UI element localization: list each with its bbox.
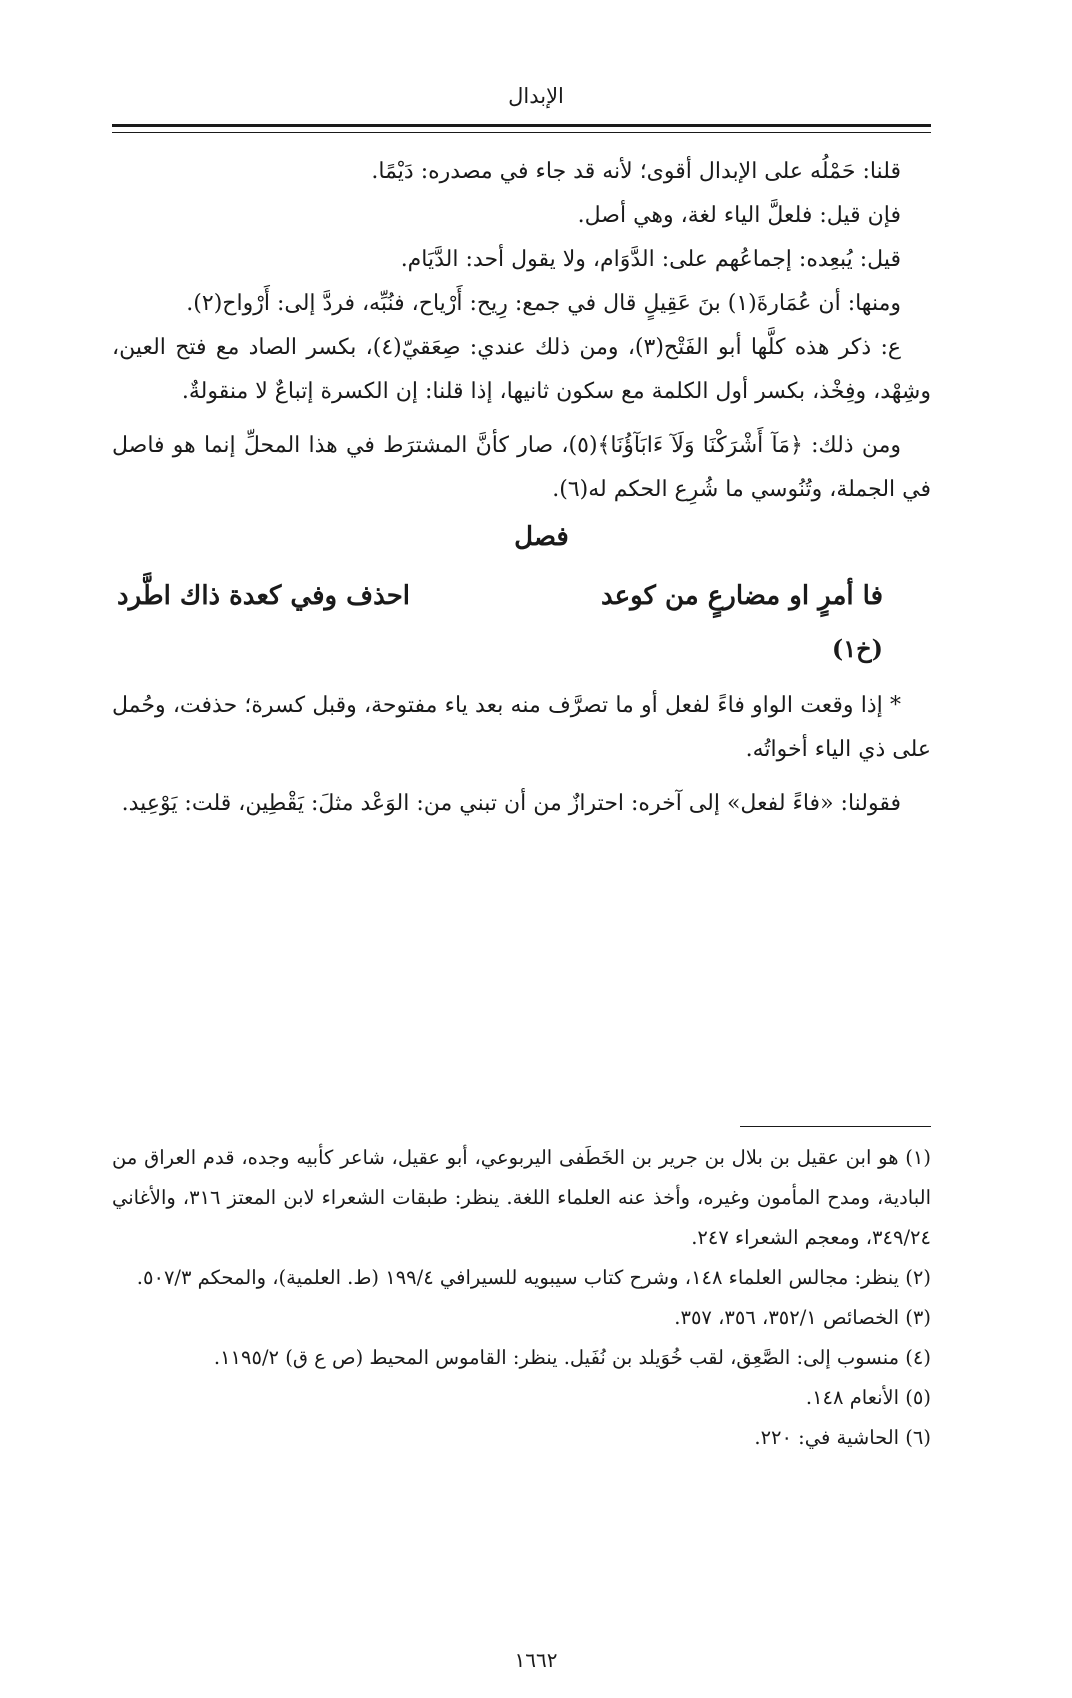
paragraph: ومنها: أن عُمَارةَ(١) بنَ عَقِيلٍ قال في جمع: رِيح: أَرْياح، فنُبِّه، فردَّ إلى: أَرْواح(٢). xyxy=(186,291,901,316)
footnote: (٦) الحاشية في: ٢٢٠. xyxy=(754,1426,931,1449)
footnote: (٥) الأنعام ١٤٨. xyxy=(805,1386,931,1409)
paragraph: ومن ذلك: ﴿مَآ أَشْرَكْنَا وَلَآ ءَابَآؤُنَا﴾(٥)، صار كأنَّ المشترَط في هذا المحلِّ إنما هو فاصل في الجملة، وتُنُوسي ما شُرِع الحكم له(٦). xyxy=(112,433,931,502)
footnote: (٢) ينظر: مجالس العلماء ١٤٨، وشرح كتاب سيبويه للسيرافي ١٩٩/٤ (ط. العلمية)، والمحكم ٥٠٧/٣. xyxy=(136,1266,931,1289)
footnote: (٣) الخصائص ٣٥٢/١، ٣٥٦، ٣٥٧. xyxy=(674,1306,931,1329)
footnotes xyxy=(112,1138,931,1458)
verse-line xyxy=(112,568,931,624)
paragraph: ع: ذكر هذه كلَّها أبو الفَتْح(٣)، ومن ذلك عندي: صِعَقيّ(٤)، بكسر الصاد مع فتح العين، وشِهْد، وفِخْذ، بكسر أول الكلمة مع سكون ثانيها، إذا قلنا: إن الكسرة إتباعٌ لا منقولةٌ. xyxy=(112,335,931,404)
running-header: الإبدال xyxy=(508,84,564,108)
verse-tag: (خ١) xyxy=(831,634,883,663)
verse-second-hemistich: احذف وفي كعدة ذاك اطَّرد xyxy=(117,581,411,611)
section-title: فصل xyxy=(514,522,569,552)
paragraph: فقولنا: «فاءً لفعل» إلى آخره: احترازٌ من أن تبني من: الوَعْد مثلَ: يَقْطِين، قلت: يَوْعِيد. xyxy=(121,791,901,816)
header-rule-thin xyxy=(112,132,931,133)
footnote: (١) هو ابن عقيل بن بلال بن جرير بن الخَطَفى اليربوعي، أبو عقيل، شاعر كأبيه وجده، قدم العراق من البادية، ومدح المأمون وغيره، وأخذ عنه العلماء اللغة. ينظر: طبقات الشعراء لابن المعتز ٣١٦، والأغاني ٣٤٩/٢٤، ومعجم الشعراء ٢٤٧. xyxy=(112,1146,931,1249)
header-rule-thick xyxy=(112,124,931,127)
page-number: ١٦٦٢ xyxy=(514,1648,558,1672)
paragraph: قيل: يُبعِده: إجماعُهم على: الدَّوَام، ولا يقول أحد: الدَّيَام. xyxy=(400,247,901,272)
footnote-separator xyxy=(740,1126,931,1127)
paragraph: قلنا: حَمْلُه على الإبدال أقوى؛ لأنه قد جاء في مصدره: دَيْمًا. xyxy=(371,159,901,184)
main-text xyxy=(112,150,931,826)
footnote: (٤) منسوب إلى: الصَّعِق، لقب خُوَيلد بن نُفَيل. ينظر: القاموس المحيط (ص ع ق) ١١٩٥/٢. xyxy=(213,1346,931,1369)
paragraph: * إذا وقعت الواو فاءً لفعل أو ما تصرَّف منه بعد ياء مفتوحة، وقبل كسرة؛ حذفت، وحُمل على ذي الياء أخواتُه. xyxy=(112,693,931,762)
verse-first-hemistich: فا أمرٍ او مضارعٍ من كوعد xyxy=(600,581,883,611)
paragraph: فإن قيل: فلعلَّ الياء لغة، وهي أصل. xyxy=(577,203,901,228)
